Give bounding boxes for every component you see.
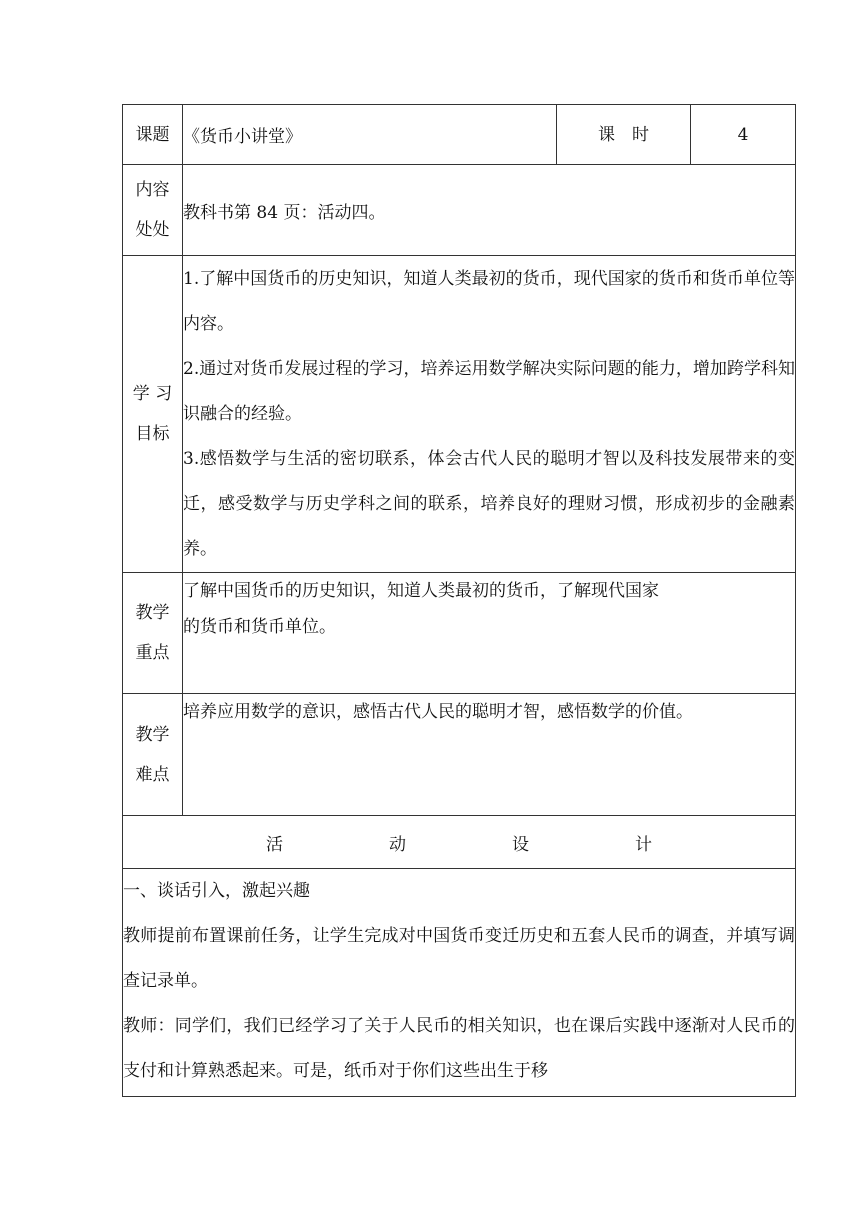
activity-design-char: 动 xyxy=(389,834,406,855)
activity-design-char: 设 xyxy=(512,834,529,855)
activity-paragraph: 教师：同学们，我们已经学习了关于人民币的相关知识，也在课后实践中逐渐对人民币的支付和计算熟悉起来。可是，纸币对于你们这些出生于移 xyxy=(123,1016,795,1081)
key-points-label-line1: 教学 xyxy=(135,603,170,623)
learning-goal-item: 2.通过对货币发展过程的学习，培养运用数学解决实际问题的能力，增加跨学科知识融合的经验。 xyxy=(183,358,795,424)
period-value: 4 xyxy=(691,105,796,165)
difficulties-value: 培养应用数学的意识，感悟古代人民的聪明才智，感悟数学的价值。 xyxy=(183,694,796,816)
learning-goals-list xyxy=(183,256,796,573)
difficulties-row xyxy=(123,694,796,816)
learning-goal-item: 3.感悟数学与生活的密切联系，体会古代人民的聪明才智以及科技发展带来的变迁，感受数学与历史学科之间的联系，培养良好的理财习惯，形成初步的金融素养。 xyxy=(183,448,795,559)
activity-design-row xyxy=(123,816,796,869)
learning-goals-row xyxy=(123,256,796,573)
topic-label: 课题 xyxy=(123,105,183,165)
difficulties-label-line2: 难点 xyxy=(135,764,170,785)
content-source-value: 教科书第 84 页：活动四。 xyxy=(183,165,796,256)
learning-goals-label xyxy=(123,256,183,573)
key-points-row xyxy=(123,573,796,694)
key-points-label xyxy=(123,573,183,694)
content-source-label-line1: 内容 xyxy=(135,180,170,200)
activity-body xyxy=(123,869,796,1097)
topic-row xyxy=(123,105,796,165)
section-title: 一、谈话引入，激起兴趣 xyxy=(123,881,310,901)
key-points-line1: 了解中国货币的历史知识，知道人类最初的货币，了解现代国家 xyxy=(183,581,659,601)
activity-design-char: 计 xyxy=(635,834,652,855)
key-points-label-line2: 重点 xyxy=(135,643,170,663)
activity-paragraph: 教师提前布置课前任务，让学生完成对中国货币变迁历史和五套人民币的调查，并填写调查记录单。 xyxy=(123,926,795,991)
difficulties-label-line1: 教学 xyxy=(135,724,170,745)
topic-value: 《货币小讲堂》 xyxy=(183,105,557,165)
key-points-value xyxy=(183,573,796,694)
content-source-label xyxy=(123,165,183,256)
difficulties-label xyxy=(123,694,183,816)
period-label: 课 时 xyxy=(557,105,691,165)
activity-body-row xyxy=(123,869,796,1097)
learning-goals-label-line1: 学 习 xyxy=(132,384,173,404)
learning-goals-label-line2: 目标 xyxy=(135,424,170,444)
activity-design-heading xyxy=(123,816,796,869)
content-source-row xyxy=(123,165,796,256)
key-points-line2: 的货币和货币单位。 xyxy=(183,617,336,637)
activity-design-char: 活 xyxy=(266,834,283,855)
lesson-plan-table xyxy=(122,104,796,1097)
content-source-label-line2: 处处 xyxy=(135,220,170,240)
learning-goal-item: 1.了解中国货币的历史知识，知道人类最初的货币，现代国家的货币和货币单位等内容。 xyxy=(183,268,795,334)
